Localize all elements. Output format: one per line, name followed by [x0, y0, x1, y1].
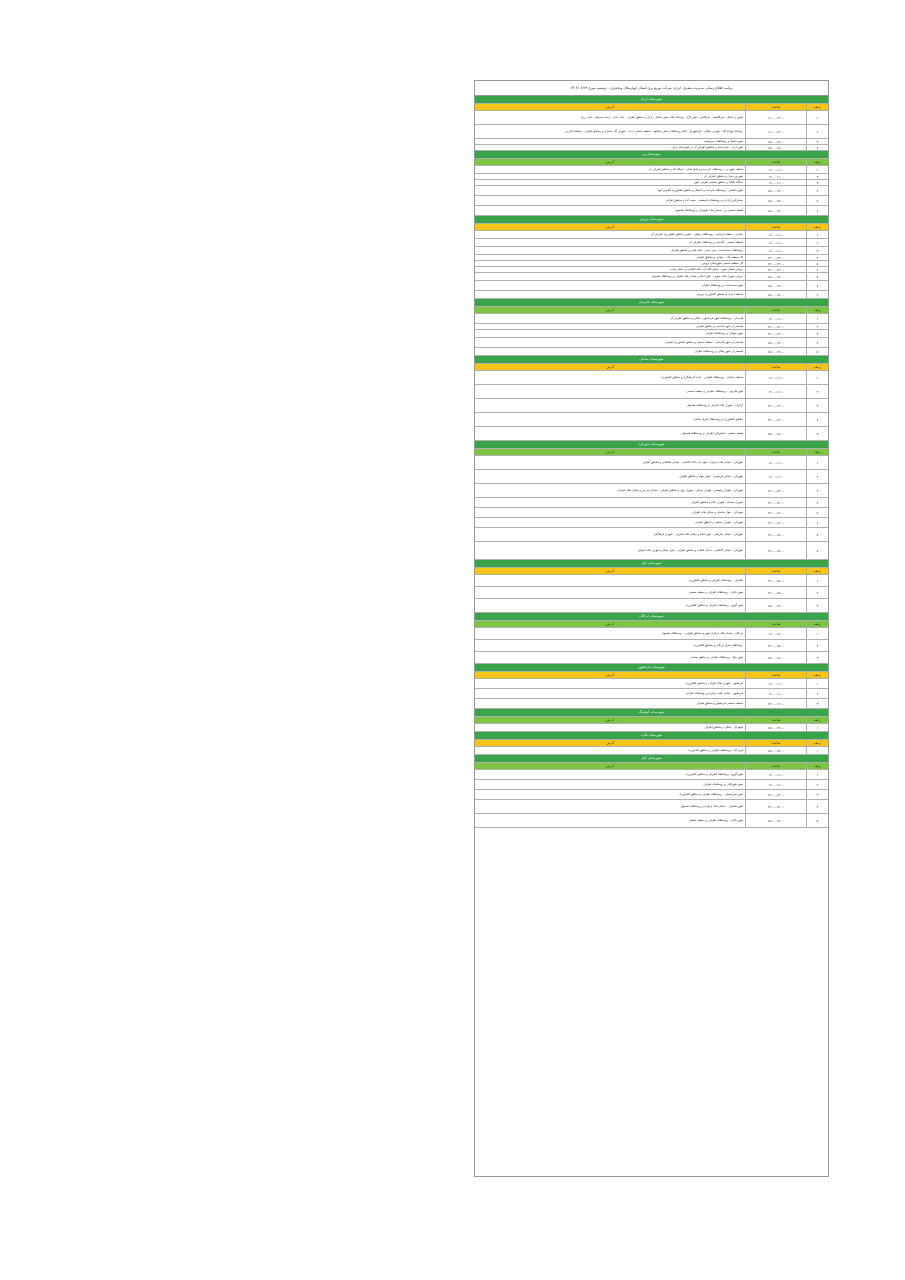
- row-index: ۵: [806, 196, 828, 205]
- row-time: ۱۵:۰۰-۱۷:۰۰: [745, 652, 806, 663]
- row-time: ۰۹:۰۰-۱۲:۰۰: [745, 628, 806, 639]
- row-index: ۳: [806, 180, 828, 185]
- row-time: ۱۵:۰۰-۱۷:۰۰: [745, 206, 806, 215]
- row-index: ۲: [806, 587, 828, 598]
- row-address: شهر سورشجان ، روستاهای اطراف و مناطق کشاورزی: [679, 792, 743, 797]
- city-header: شهرستان لردگان: [475, 613, 828, 621]
- row-time: ۰۹:۰۰-۱۱:۰۰: [745, 470, 806, 483]
- row-time: ۱۶:۰۰-۱۸:۰۰: [745, 528, 806, 541]
- row-time: ۱۲:۰۰-۱۴:۰۰: [745, 261, 806, 266]
- row-time: ۱۵:۰۰-۱۷:۰۰: [745, 427, 806, 440]
- row-time: ۱۲:۰۰-۱۴:۰۰: [745, 413, 806, 426]
- column-header-row: [475, 104, 828, 111]
- column-header-address: آدرس: [475, 621, 745, 627]
- row-address: قطعه صنعتی بن ، مسیر جاده شهرکرد و روستاهای همجوار: [674, 208, 743, 213]
- city-header: شهرستان فارسان: [475, 299, 828, 307]
- column-header-row: [475, 568, 828, 575]
- row-time: ۱۵:۰۰-۱۷:۰۰: [745, 747, 806, 754]
- row-index: ۷: [806, 528, 828, 541]
- table-row: [475, 186, 828, 196]
- table-row: [475, 291, 828, 299]
- row-address: فارسان ، روستاهای شهر فرخشهر ، چلگرد و مناطق اطراف آن: [669, 316, 743, 321]
- row-address: شهرکرد ، بلوار ساحلی و خیابان های اطراف: [691, 510, 743, 515]
- row-index: ۹: [806, 291, 828, 298]
- city-header: شهرستان کیار: [475, 755, 828, 763]
- row-index: ۶: [806, 206, 828, 215]
- row-index: ۳: [806, 652, 828, 663]
- table-row: [475, 528, 828, 542]
- column-header-index: ردیف: [806, 621, 828, 627]
- row-address: بلداجی ، منطقه فرادنبه ، روستاهای چلوان ، دهنو و مناطق کشاورزی اطراف آن: [650, 232, 743, 237]
- table-row: [475, 338, 828, 348]
- row-index: ۳: [806, 699, 828, 708]
- column-header-row: [475, 307, 828, 314]
- row-time: ۱۲:۰۰-۱۴:۰۰: [745, 255, 806, 260]
- row-index: ۵: [806, 508, 828, 517]
- row-index: ۷: [806, 273, 828, 280]
- row-address: شهرکرد ، شهرک ولیعصر ، شهرک بوعلی ، شهرک بهار و مناطق اطراف ، خیابان مدرس و خیابان های اطراف: [617, 488, 743, 493]
- table-row: [475, 814, 828, 828]
- column-header-address: آدرس: [475, 224, 745, 230]
- row-time: ۱۲:۰۰-۱۴:۰۰: [745, 330, 806, 337]
- row-time: ۱۶:۰۰-۱۸:۰۰: [745, 542, 806, 559]
- row-address: کل منطقه صنعتی شهرستان بروجن: [701, 261, 743, 266]
- row-address: لردگان ، خیابان های مرکزی شهر و مناطق اطراف ، روستاهای همجوار: [661, 631, 743, 636]
- row-address: کوهرنگ ، چلگرد و مناطق اطراف: [704, 725, 743, 730]
- city-header: شهرستان بروجن: [475, 216, 828, 224]
- row-time: ۰۹:۰۰-۱۱:۰۰: [745, 780, 806, 789]
- city-header: شهرستان شهرکرد: [475, 441, 828, 449]
- column-header-address: آدرس: [475, 159, 745, 165]
- row-address: بروجن شهرک های جنوبی ، بلوار امام و خیابان های اطراف و روستاهای همجوار: [651, 274, 743, 279]
- table-row: [475, 166, 828, 174]
- row-address: کل منطقه آباد ، حلوایی و مناطق اطراف: [695, 255, 743, 260]
- column-header-address: آدرس: [475, 104, 745, 110]
- schedule-sheet: [474, 80, 829, 1177]
- row-address: منطقه سامان ، روستاهای اطراف ، جاده گردشگری و مناطق کشاورزی: [660, 375, 743, 380]
- city-header: شهرستان فرخشهر: [475, 664, 828, 672]
- column-header-row: [475, 159, 828, 166]
- table-row: [475, 679, 828, 689]
- table-row: [475, 518, 828, 528]
- table-row: [475, 484, 828, 498]
- row-index: ۲: [806, 385, 828, 398]
- column-header-index: ردیف: [806, 763, 828, 769]
- row-address: شهر گهرو ، روستاهای اطراف و مناطق کشاورزی: [685, 603, 743, 608]
- row-address: مناطق کشاورزی و روستاهای شرق سامان: [693, 417, 743, 422]
- table-row: [475, 206, 828, 216]
- row-index: ۴: [806, 800, 828, 813]
- row-address: منطقه صنعتی فرخشهر و مناطق اطراف: [695, 701, 743, 706]
- row-time: ۰۹:۰۰-۱۱:۰۰: [745, 371, 806, 384]
- row-index: ۱: [806, 231, 828, 238]
- table-row: [475, 330, 828, 338]
- row-index: ۳: [806, 599, 828, 612]
- table-row: [475, 780, 828, 790]
- column-header-time: ساعت: [745, 224, 806, 230]
- table-row: [475, 640, 828, 652]
- table-row: [475, 770, 828, 780]
- column-header-row: [475, 364, 828, 371]
- row-time: ۱۲:۰۰-۱۵:۰۰: [745, 640, 806, 651]
- row-time: ۱۲:۰۰-۱۴:۰۰: [745, 484, 806, 497]
- table-row: [475, 599, 828, 613]
- row-index: ۵: [806, 348, 828, 355]
- row-time: ۱۵:۰۰-۱۷:۰۰: [745, 814, 806, 827]
- row-time: ۱۱:۰۰-۱۴:۰۰: [745, 125, 806, 138]
- row-index: ۴: [806, 145, 828, 150]
- column-header-row: [475, 717, 828, 724]
- table-row: [475, 273, 828, 281]
- row-index: ۴: [806, 255, 828, 260]
- table-row: [475, 125, 828, 139]
- row-index: ۱: [806, 456, 828, 469]
- row-address: بروجن شمال شهر ، خیابان های آیت الله کاشانی و خیابان ولایت: [669, 267, 743, 272]
- table-row: [475, 747, 828, 755]
- schedule-rows: [475, 96, 828, 828]
- row-time: ۰۹:۰۰-۱۱:۰۰: [745, 174, 806, 179]
- row-address: جایگاه CNG و مناطق صنعتی اطراف شهر: [693, 180, 743, 185]
- city-header: شهرستان کوهرنگ: [475, 709, 828, 717]
- table-row: [475, 239, 828, 247]
- table-row: [475, 575, 828, 587]
- row-time: ۰۹:۰۰-۱۱:۰۰: [745, 239, 806, 246]
- row-time: ۱۵:۰۰-۱۷:۰۰: [745, 186, 806, 195]
- row-address: شهر شلمزار ، خیابان های مرکزی و روستاهای همجوار: [680, 804, 743, 809]
- table-row: [475, 508, 828, 518]
- table-row: [475, 399, 828, 413]
- row-time: ۱۲:۰۰-۱۴:۰۰: [745, 324, 806, 329]
- city-header: شهرستان سامان: [475, 356, 828, 364]
- column-header-index: ردیف: [806, 307, 828, 313]
- column-header-time: ساعت: [745, 672, 806, 678]
- row-index: ۳: [806, 139, 828, 144]
- column-header-time: ساعت: [745, 568, 806, 574]
- row-address: منطقه شهر بن ، روستاهای کره بس و شیخ شبان ، اسلام آباد و مناطق اطراف آن: [648, 167, 743, 172]
- table-row: [475, 724, 828, 732]
- column-header-time: ساعت: [745, 307, 806, 313]
- table-row: [475, 542, 828, 560]
- row-address: شهرکرد ، خیابان های مرکزی ، بلوار آیت الله کاشانی ، خیابان طالقانی و مناطق اطراف: [642, 460, 743, 465]
- row-time: ۱۵:۰۰-۱۷:۰۰: [745, 348, 806, 355]
- row-time: ۰۹:۰۰-۱۱:۰۰: [745, 770, 806, 779]
- table-row: [475, 413, 828, 427]
- row-index: ۵: [806, 427, 828, 440]
- row-address: روستای بهرام آباد ، شهرک بجگان ، باغ شهریار ، کلیه روستاهای بخش میانکوه ، منطقه صنعتی اردل ، شهرک گل بختیاری و مناطق اطراف ، منطقه کیارس: [565, 129, 743, 134]
- row-time: ۱۵:۰۰-۱۷:۰۰: [745, 273, 806, 280]
- row-address: فرخ آباد ، روستاهای اطراف و مناطق کشاورزی: [688, 748, 743, 753]
- column-header-index: ردیف: [806, 159, 828, 165]
- row-index: ۶: [806, 267, 828, 272]
- column-header-index: ردیف: [806, 568, 828, 574]
- row-index: ۵: [806, 814, 828, 827]
- sheet-title: برنامه اطلاع رسانی مدیریت مصرف انرژی شرکت توزیع برق استان چهارمحال وبختیاری - دوشنبه مورخ ۱۴۰۳/۰۳/۱۴: [475, 81, 828, 96]
- table-row: [475, 456, 828, 470]
- row-index: ۱: [806, 111, 828, 124]
- table-row: [475, 790, 828, 800]
- row-time: ۰۹:۰۰-۱۱:۰۰: [745, 679, 806, 688]
- row-index: ۱: [806, 166, 828, 173]
- column-header-time: ساعت: [745, 364, 806, 370]
- table-row: [475, 470, 828, 484]
- column-header-time: ساعت: [745, 621, 806, 627]
- column-header-address: آدرس: [475, 364, 745, 370]
- table-row: [475, 385, 828, 399]
- row-index: ۱: [806, 770, 828, 779]
- column-header-time: ساعت: [745, 449, 806, 455]
- row-address: شهرکرد ، خیابان شریعتی ، بلوار امام و خیابان های اطراف ، شهرک فرهنگیان: [653, 532, 743, 537]
- table-row: [475, 800, 828, 814]
- row-time: ۱۵:۰۰-۱۷:۰۰: [745, 724, 806, 731]
- table-row: [475, 699, 828, 709]
- row-address: فرخشهر ، خیابان های مرکزی و روستاهای اطراف: [685, 691, 743, 696]
- row-index: ۳: [806, 330, 828, 337]
- row-address: شهر اردل ، بیمارستان و مناطق اطراف آن در شهرستان اردل: [671, 145, 743, 150]
- row-address: شهر چالشتر ، روستاهای فرادبنه و باغملک و مناطق کشاورزی اطراف آنها: [658, 188, 743, 193]
- column-header-index: ردیف: [806, 224, 828, 230]
- row-index: ۲: [806, 689, 828, 698]
- row-time: ۰۹:۰۰-۱۱:۰۰: [745, 231, 806, 238]
- column-header-row: [475, 224, 828, 231]
- row-address: قطعه صنعتی ، مشترکین اطراف و روستاهای همجوار: [681, 431, 743, 436]
- row-time: ۰۹:۰۰-۱۱:۰۰: [745, 314, 806, 323]
- row-address: شهر منج ، روستاهای اطراف و مناطق صنعتی: [690, 655, 743, 660]
- row-address: شهر سفیددشت و روستاهای اطراف: [701, 283, 743, 288]
- row-time: ۱۵:۰۰-۱۷:۰۰: [745, 338, 806, 347]
- city-header: شهرستان بن: [475, 151, 828, 159]
- row-time: ۱۲:۰۰-۱۵:۰۰: [745, 575, 806, 586]
- row-index: ۲: [806, 239, 828, 246]
- row-time: ۱۱:۰۰-۱۴:۰۰: [745, 111, 806, 124]
- city-header: شهرستان فلارد: [475, 732, 828, 740]
- row-time: ۱۵:۰۰-۱۷:۰۰: [745, 145, 806, 150]
- row-address: منطقه صنعتی ، گندمان و روستاهای اطراف آن: [688, 240, 743, 245]
- row-time: ۱۵:۰۰-۱۷:۰۰: [745, 139, 806, 144]
- row-index: ۱: [806, 371, 828, 384]
- row-time: ۱۴:۰۰-۱۶:۰۰: [745, 699, 806, 708]
- row-address: قسمتی از شهر فارسان ، منطقه صنعتی و مناطق کشاورزی اطراف: [664, 340, 743, 345]
- column-header-index: ردیف: [806, 740, 828, 746]
- row-time: ۱۵:۰۰-۱۷:۰۰: [745, 599, 806, 612]
- row-address: شلمزار ، روستاهای اطراف و مناطق کشاورزی: [688, 578, 743, 583]
- row-index: ۸: [806, 542, 828, 559]
- table-row: [475, 231, 828, 239]
- column-header-index: ردیف: [806, 104, 828, 110]
- column-header-time: ساعت: [745, 740, 806, 746]
- row-address: فرخشهر ، شهرک های اطراف و مناطق کشاورزی: [685, 681, 743, 686]
- row-index: ۲: [806, 780, 828, 789]
- table-row: [475, 111, 828, 125]
- row-index: ۱: [806, 724, 828, 731]
- row-index: ۱: [806, 747, 828, 754]
- row-time: ۰۹:۰۰-۱۱:۰۰: [745, 689, 806, 698]
- row-index: ۳: [806, 247, 828, 254]
- column-header-row: [475, 449, 828, 456]
- row-address: شهر ناغان ، روستاهای اطراف و منطقه صنعتی: [688, 590, 743, 595]
- column-header-row: [475, 672, 828, 679]
- row-index: ۲: [806, 640, 828, 651]
- city-header: شهرستان کیار: [475, 560, 828, 568]
- row-address: شهر هارونی ، روستاهای اطراف و منطقه صنعتی: [686, 389, 743, 394]
- row-address: شهر دشتک و روستاهای سرچشمه: [703, 139, 743, 144]
- row-address: منطقه آبیاری و مناطق کشاورزی بروجن: [696, 292, 743, 297]
- row-index: ۳: [806, 790, 828, 799]
- row-address: قسمتی از شهر باباحیدر و مناطق اطراف: [695, 324, 743, 329]
- row-index: ۴: [806, 413, 828, 426]
- column-header-index: ردیف: [806, 717, 828, 723]
- row-address: آزادراه ، شهرک های اطراف و روستاهای همجوار: [686, 403, 743, 408]
- row-address: شهرکرد ، خیابان فردوسی ، بلوار جهاد و مناطق اطراف: [678, 474, 743, 479]
- table-row: [475, 587, 828, 599]
- row-time: ۱۴:۰۰-۱۶:۰۰: [745, 518, 806, 527]
- row-index: ۱: [806, 679, 828, 688]
- row-index: ۱: [806, 628, 828, 639]
- table-row: [475, 689, 828, 699]
- column-header-time: ساعت: [745, 159, 806, 165]
- column-header-time: ساعت: [745, 104, 806, 110]
- row-index: ۱: [806, 314, 828, 323]
- row-address: شهرکرد ، خیابان کاشانی ، میدان انقلاب و مناطق اطراف ، بلوار معلم و شهرک های اطراف: [637, 548, 743, 553]
- row-index: ۴: [806, 338, 828, 347]
- row-time: ۱۲:۰۰-۱۴:۰۰: [745, 267, 806, 272]
- table-row: [475, 247, 828, 255]
- row-index: ۴: [806, 186, 828, 195]
- row-index: ۲: [806, 174, 828, 179]
- row-index: ۲: [806, 470, 828, 483]
- row-address: قسمتی از شهر چلگرد و روستاهای اطراف: [693, 349, 743, 354]
- row-time: ۰۹:۰۰-۱۱:۰۰: [745, 247, 806, 254]
- row-address: روستاهای سفیددشت ، ولی عصر ، امام قیس و مناطق اطراف: [670, 248, 743, 253]
- row-time: ۱۲:۰۰-۱۴:۰۰: [745, 498, 806, 507]
- row-index: ۳: [806, 484, 828, 497]
- column-header-row: [475, 740, 828, 747]
- table-row: [475, 427, 828, 441]
- row-index: ۱: [806, 575, 828, 586]
- table-row: [475, 652, 828, 664]
- row-address: بلیس و دشتک ، سرآقاسید ، سرکلاس ، شهر کاج ، روستای های بخش دشتک - اردل و مناطق اطراف ، جاده نادی ، ارمند سرچلو ، جاده بزرگ: [580, 115, 743, 120]
- column-header-address: آدرس: [475, 763, 745, 769]
- row-time: ۰۹:۰۰-۱۱:۰۰: [745, 180, 806, 185]
- city-header: شهرستان اردل: [475, 96, 828, 104]
- column-header-address: آدرس: [475, 740, 745, 746]
- column-header-index: ردیف: [806, 449, 828, 455]
- table-row: [475, 628, 828, 640]
- column-header-address: آدرس: [475, 568, 745, 574]
- row-time: ۱۲:۰۰-۱۴:۰۰: [745, 790, 806, 799]
- column-header-row: [475, 763, 828, 770]
- row-time: ۱۵:۰۰-۱۷:۰۰: [745, 196, 806, 205]
- column-header-address: آدرس: [475, 449, 745, 455]
- row-time: ۱۲:۰۰-۱۴:۰۰: [745, 800, 806, 813]
- row-time: ۱۲:۰۰-۱۵:۰۰: [745, 587, 806, 598]
- column-header-index: ردیف: [806, 672, 828, 678]
- row-time: ۰۹:۰۰-۱۱:۰۰: [745, 166, 806, 173]
- row-index: ۶: [806, 518, 828, 527]
- column-header-time: ساعت: [745, 763, 806, 769]
- row-time: ۱۲:۰۰-۱۴:۰۰: [745, 399, 806, 412]
- column-header-address: آدرس: [475, 307, 745, 313]
- row-address: شهر ناغان ، روستاهای اطراف و منطقه صنعتی: [688, 818, 743, 823]
- row-address: شهر شهرکیان و روستاهای اطراف: [703, 782, 743, 787]
- row-index: ۲: [806, 125, 828, 138]
- column-header-time: ساعت: [745, 717, 806, 723]
- table-row: [475, 314, 828, 324]
- row-time: ۰۹:۰۰-۱۱:۰۰: [745, 385, 806, 398]
- row-time: ۱۵:۰۰-۱۷:۰۰: [745, 291, 806, 298]
- row-time: ۱۴:۰۰-۱۶:۰۰: [745, 508, 806, 517]
- table-row: [475, 498, 828, 508]
- row-address: شهر وردنجان و مناطق اطراف آن: [703, 174, 743, 179]
- row-index: ۳: [806, 399, 828, 412]
- column-header-row: [475, 621, 828, 628]
- row-time: ۱۵:۰۰-۱۷:۰۰: [745, 281, 806, 290]
- row-address: شهرک سعدی ، شهرک امام و مناطق اطراف: [690, 500, 743, 505]
- column-header-index: ردیف: [806, 364, 828, 370]
- table-row: [475, 281, 828, 291]
- row-time: ۰۹:۰۰-۱۱:۰۰: [745, 456, 806, 469]
- column-header-address: آدرس: [475, 717, 745, 723]
- column-header-address: آدرس: [475, 672, 745, 678]
- row-address: مشترکین آزادراه و روستاهای یانچشمه ، حبیب آباد و مناطق اطراف: [665, 198, 743, 203]
- table-row: [475, 348, 828, 356]
- row-index: ۵: [806, 261, 828, 266]
- table-row: [475, 371, 828, 385]
- row-index: ۸: [806, 281, 828, 290]
- row-address: روستاهای شرق لردگان و مناطق کشاورزی: [693, 643, 743, 648]
- row-address: شهرکرد ، شهرک صنعتی و مناطق اطراف: [694, 520, 743, 525]
- row-address: شهر گهرو ، روستاهای اطراف و مناطق کشاورزی: [685, 772, 743, 777]
- row-index: ۲: [806, 324, 828, 329]
- row-index: ۴: [806, 498, 828, 507]
- row-address: شهر جونقان و روستاهای اطراف: [705, 331, 743, 336]
- table-row: [475, 196, 828, 206]
